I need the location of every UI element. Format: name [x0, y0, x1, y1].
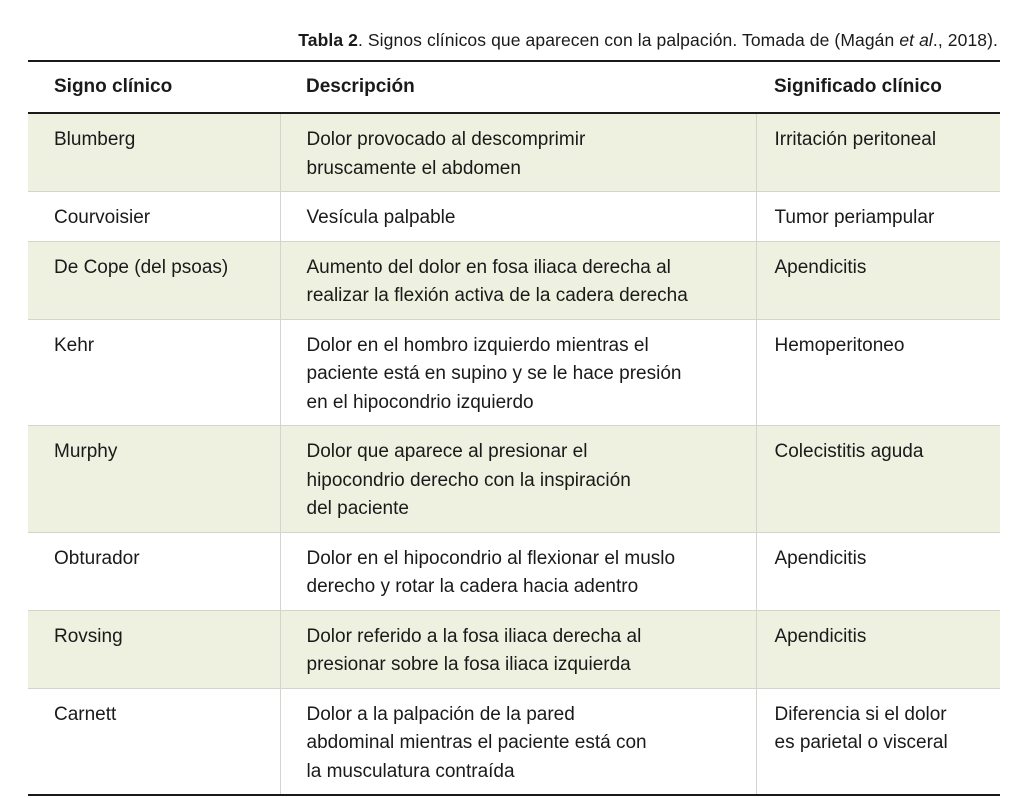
cell-description: [280, 319, 756, 426]
meaning-line: es parietal o visceral: [774, 732, 948, 753]
table-row: [28, 426, 1000, 533]
description-line: Vesícula palpable: [306, 207, 456, 228]
description-line: abdominal mientras el paciente está con: [306, 732, 647, 753]
cell-sign: Obturador: [28, 532, 280, 610]
cell-meaning: [756, 688, 1000, 795]
table-row: [28, 610, 1000, 688]
meaning-line: Apendicitis: [774, 625, 867, 647]
description-line: Dolor a la palpación de la pared: [306, 703, 575, 725]
description-line: Dolor en el hombro izquierdo mientras el: [306, 334, 649, 356]
cell-meaning: [756, 113, 1000, 192]
description-line: presionar sobre la fosa iliaca izquierda: [306, 654, 631, 675]
header-description: Descripción: [306, 76, 415, 97]
cell-description: [280, 610, 756, 688]
caption-text-end: ., 2018).: [932, 30, 998, 50]
header-sign: Signo clínico: [54, 76, 173, 97]
clinical-signs-table: [28, 60, 1000, 796]
table-body: [28, 113, 1000, 795]
description-line: bruscamente el abdomen: [306, 157, 521, 179]
table-caption: [298, 30, 998, 51]
description-line: realizar la flexión activa de la cadera derecha: [306, 285, 688, 306]
table-row: [28, 319, 1000, 426]
cell-sign: De Cope (del psoas): [28, 241, 280, 319]
description-line: Aumento del dolor en fosa iliaca derecha al: [306, 256, 671, 278]
cell-meaning: [756, 319, 1000, 426]
description-line: Dolor en el hipocondrio al flexionar el muslo: [306, 547, 676, 569]
table-row: [28, 113, 1000, 192]
table-row: [28, 688, 1000, 795]
meaning-line: Diferencia si el dolor: [774, 703, 947, 725]
cell-meaning: [756, 426, 1000, 533]
cell-sign: Murphy: [28, 426, 280, 533]
table-row: [28, 532, 1000, 610]
table-row: [28, 241, 1000, 319]
cell-description: [280, 426, 756, 533]
cell-sign: Carnett: [28, 688, 280, 795]
meaning-line: Irritación peritoneal: [774, 129, 937, 150]
caption-label: Tabla 2: [298, 30, 358, 50]
caption-italic: et al: [899, 30, 933, 50]
header-row: [28, 61, 1000, 113]
table-header: [28, 61, 1000, 113]
clinical-signs-table-container: [28, 60, 1000, 796]
table-row: [28, 192, 1000, 242]
description-line: del paciente: [306, 498, 409, 519]
meaning-line: Apendicitis: [774, 547, 867, 569]
cell-description: [280, 192, 756, 242]
cell-description: [280, 241, 756, 319]
cell-description: [280, 113, 756, 192]
cell-sign: Kehr: [28, 319, 280, 426]
caption-text: . Signos clínicos que aparecen con la palpación. Tomada de (Magán: [357, 30, 900, 50]
cell-description: [280, 532, 756, 610]
meaning-line: Apendicitis: [774, 256, 867, 278]
cell-sign: Courvoisier: [28, 192, 280, 242]
description-line: Dolor provocado al descomprimir: [306, 129, 586, 150]
header-meaning: Significado clínico: [774, 76, 942, 97]
meaning-line: Tumor periampular: [774, 207, 935, 228]
description-line: derecho y rotar la cadera hacia adentro: [306, 576, 639, 597]
cell-meaning: [756, 192, 1000, 242]
cell-meaning: [756, 241, 1000, 319]
cell-description: [280, 688, 756, 795]
meaning-line: Colecistitis aguda: [774, 441, 924, 462]
cell-meaning: [756, 610, 1000, 688]
cell-sign: Rovsing: [28, 610, 280, 688]
description-line: la musculatura contraída: [306, 760, 515, 782]
cell-sign: Blumberg: [28, 113, 280, 192]
description-line: en el hipocondrio izquierdo: [306, 391, 534, 413]
description-line: paciente está en supino y se le hace presión: [306, 363, 682, 384]
description-line: Dolor referido a la fosa iliaca derecha al: [306, 625, 642, 647]
description-line: hipocondrio derecho con la inspiración: [306, 469, 631, 491]
meaning-line: Hemoperitoneo: [774, 334, 905, 356]
description-line: Dolor que aparece al presionar el: [306, 441, 588, 462]
cell-meaning: [756, 532, 1000, 610]
